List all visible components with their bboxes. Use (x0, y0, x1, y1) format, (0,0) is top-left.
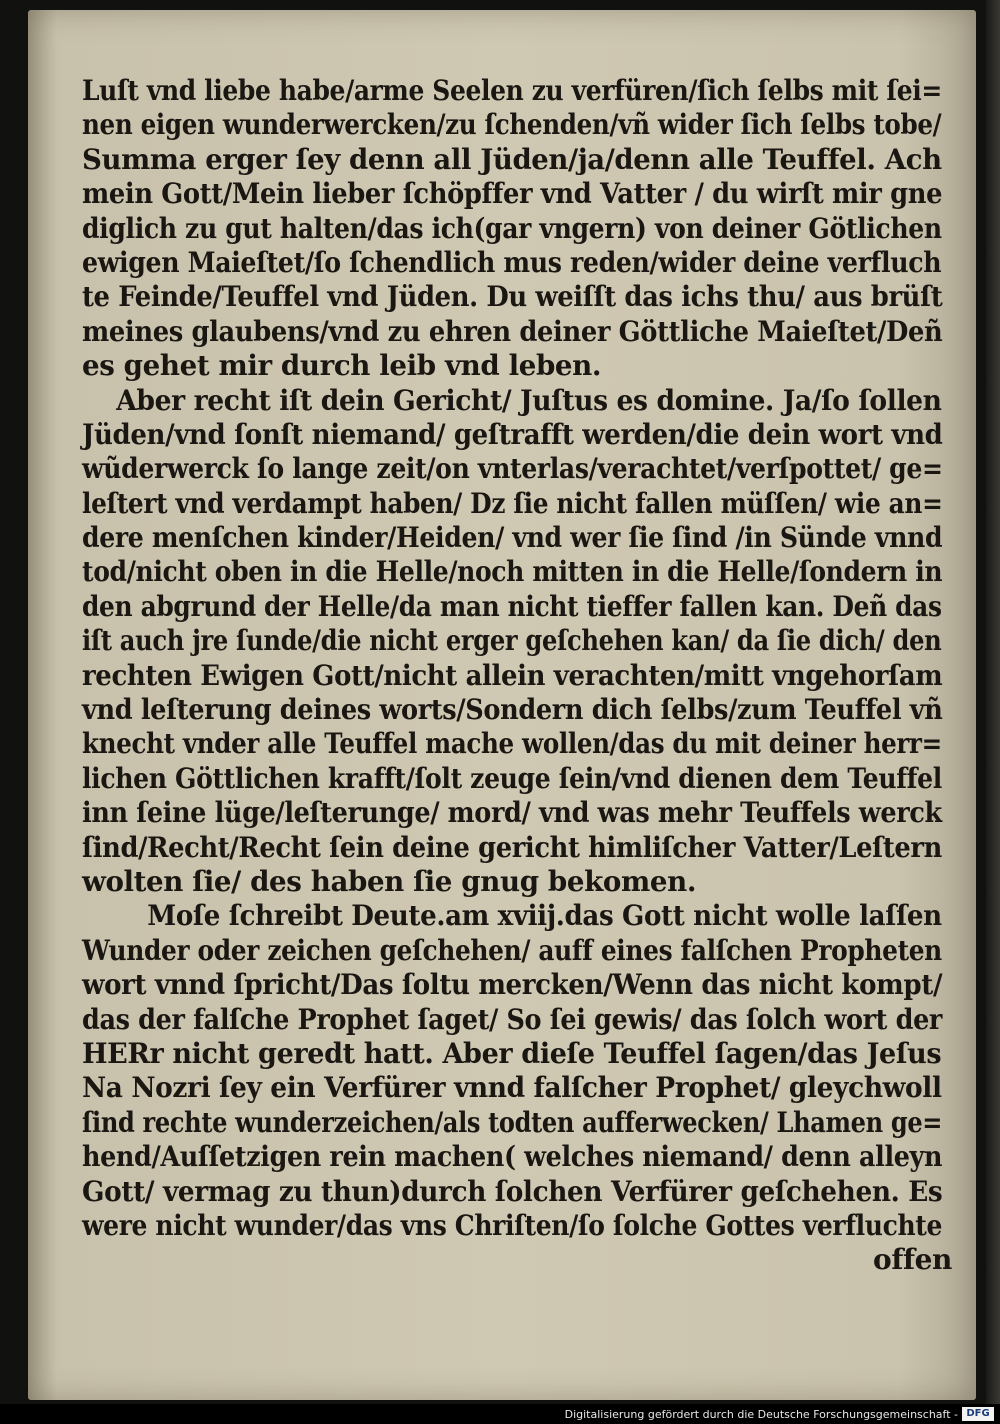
text-line: Summa erger ſey denn all Jüden/ja/denn alle Teuffel. Ach (82, 142, 942, 176)
text-line: wũderwerck ſo lange zeit/on vnterlas/verachtet/verſpottet/ ge= (82, 452, 943, 486)
text-line: HERr nicht geredt hatt. Aber dieſe Teuffel ſagen/das Jeſus (82, 1036, 942, 1070)
text-line: wort vnnd ſpricht/Das ſoltu mercken/Wenn das nicht kompt/ (82, 968, 943, 1002)
text-line: hend/Auſſetzigen rein machen( welches niemand/ denn alleyn (82, 1140, 943, 1174)
text-line: iſt auch jre ſunde/die nicht erger geſchehen kan/ da ſie dich/ den (82, 624, 942, 658)
book-edge (986, 0, 1000, 1404)
page-text (82, 74, 952, 1278)
text-line: mein Gott/Mein lieber ſchöpffer vnd Vatter / du wirſt mir gne (82, 177, 943, 211)
text-line: lichen Göttlichen krafft/ſolt zeuge ſein/vnd dienen dem Teuffel (82, 761, 942, 795)
text-line: rechten Ewigen Gott/nicht allein verachten/mitt vngehorſam (82, 658, 943, 692)
paragraph-start-line: Aber recht iſt dein Gericht/ Juſtus es domine. Ja/ſo ſollen (116, 383, 942, 417)
text-line: Wunder oder zeichen geſchehen/ auff eines falſchen Propheten (82, 933, 942, 967)
text-line: tod/nicht oben in die Helle/noch mitten in die Helle/ſondern in (82, 555, 943, 589)
text-line: ewigen Maieſtet/ſo ſchendlich mus reden/wider deine verfluch (82, 245, 942, 279)
text-line: nen eigen wunderwercken/zu ſchenden/vñ wider ſich ſelbs tobe/ (82, 108, 942, 142)
text-line: leſtert vnd verdampt haben/ Dz ſie nicht fallen müſſen/ wie an= (82, 486, 943, 520)
text-line: meines glaubens/vnd zu ehren deiner Göttliche Maieſtet/Deñ (82, 314, 943, 348)
text-line: diglich zu gut halten/das ich(gar vngern) von deiner Götlichen (82, 211, 942, 245)
text-line: dere menſchen kinder/Heiden/ vnd wer ſie ſind /in Sünde vnnd (82, 521, 943, 555)
text-line: were nicht wunder/das vns Chriſten/ſo ſolche Gottes verfluchte (82, 1208, 943, 1242)
dfg-logo: DFG (962, 1407, 994, 1421)
text-line: Luſt vnd liebe habe/arme Seelen zu verfüren/ſich ſelbs mit ſei= (82, 74, 942, 107)
text-line: te Feinde/Teuffel vnd Jüden. Du weiſſt das ichs thu/ aus brüſt (82, 280, 943, 314)
text-line: Na Nozri ſey ein Verfürer vnnd falſcher Prophet/ gleychwoll (82, 1071, 942, 1105)
text-line: ſind/Recht/Recht ſein deine gericht himliſcher Vatter/Leſtern (82, 830, 942, 864)
digitization-footer (0, 1404, 1000, 1424)
text-line: knecht vnder alle Teuffel mache wollen/das du mit deiner herr= (82, 727, 942, 761)
footer-credit: Digitalisierung gefördert durch die Deutsche Forschungsgemeinschaft - (564, 1408, 958, 1421)
text-line: Jüden/vnd ſonſt niemand/ geſtrafft werden/die dein wort vnd (82, 417, 943, 451)
text-line: ſind rechte wunderzeichen/als todten aufferwecken/ Lhamen ge= (82, 1105, 943, 1139)
text-line: vnd leſterung deines worts/Sondern dich ſelbs/zum Teuffel vñ (82, 693, 943, 727)
text-line: wolten ſie/ des haben ſie gnug bekomen. (82, 864, 697, 898)
text-line: den abgrund der Helle/da man nicht tieffer fallen kan. Deñ das (82, 589, 942, 623)
paragraph-start-line: Moſe ſchreibt Deute.am xviij.das Gott nicht wolle laſſen (147, 899, 942, 933)
text-line: das der falſche Prophet ſaget/ So ſei gewis/ das ſolch wort der (82, 1002, 943, 1036)
text-line: inn ſeine lüge/leſterunge/ mord/ vnd was mehr Teuffels werck (82, 796, 942, 830)
text-line: Gott/ vermag zu thun)durch ſolchen Verfürer geſchehen. Es (82, 1174, 943, 1208)
text-line: es gehet mir durch leib vnd leben. (82, 349, 602, 383)
catchword: offen (873, 1243, 952, 1277)
